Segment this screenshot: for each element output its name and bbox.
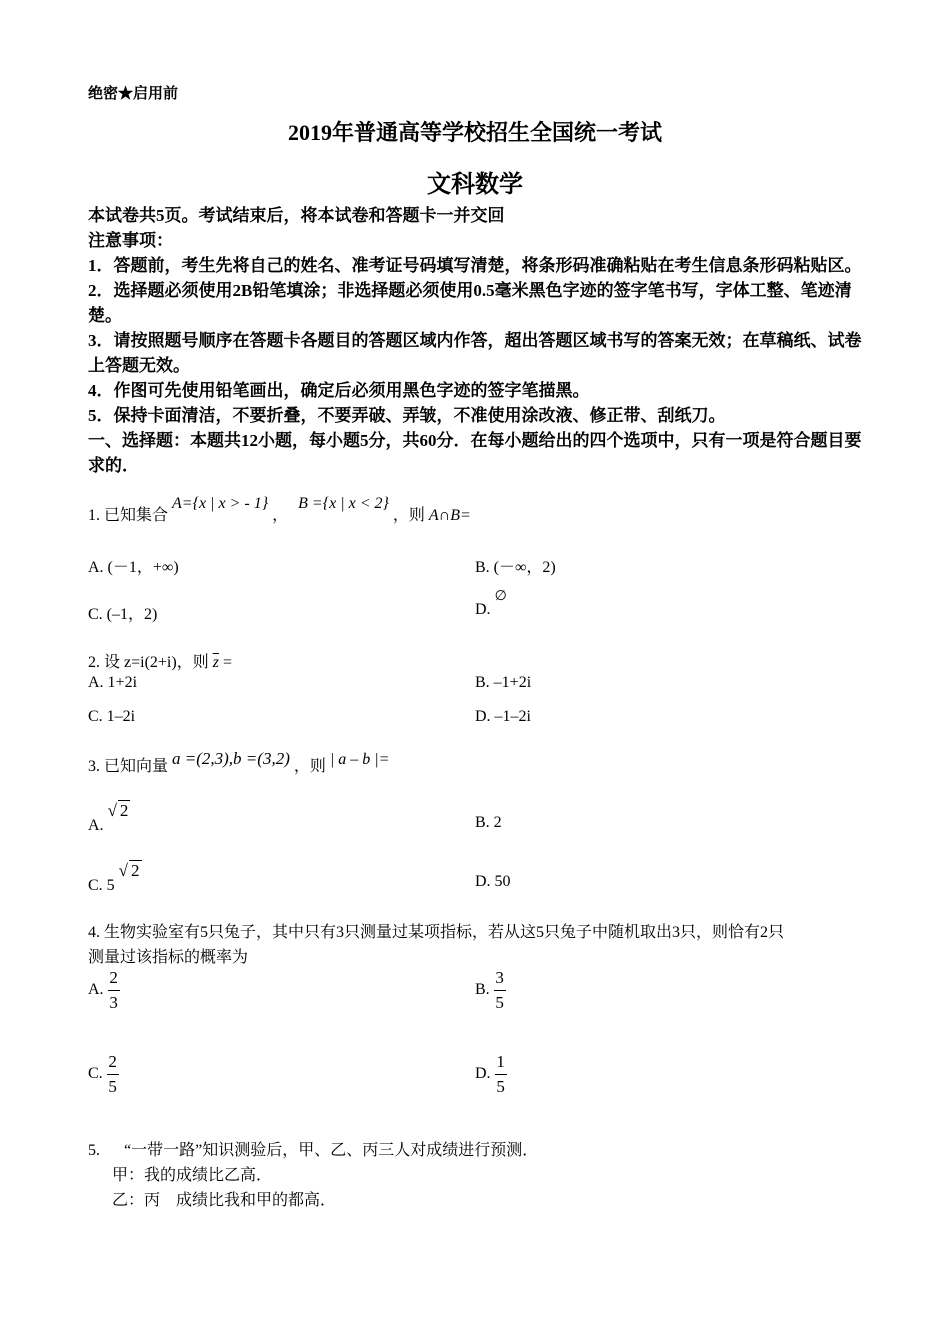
numerator: 3 — [495, 968, 504, 987]
option-label: D. — [475, 1065, 491, 1083]
numerator: 2 — [108, 1052, 117, 1071]
stem-text: 设 z=i(2+i)，则 — [104, 654, 209, 671]
instruction-item: 2．选择题必须使用2B铅笔填涂；非选择题必须使用0.5毫米黑色字迹的签字笔书写，字体工整、笔迹清楚。 — [88, 281, 852, 325]
fraction — [107, 1052, 119, 1097]
q4-option-d — [475, 1052, 507, 1097]
intersection-expr: A∩B= — [428, 507, 471, 524]
q4-option-b — [475, 968, 506, 1013]
question-number: 3. — [88, 758, 100, 775]
q2-option-c: C. 1–2i — [88, 708, 136, 725]
section-heading: 一、选择题：本题共12小题，每小题5分，共60分．在每小题给出的四个选项中，只有一项是符合题目要求的． — [88, 431, 862, 475]
question-4-stem — [88, 919, 784, 942]
instructions-block — [88, 203, 868, 478]
confidential-label: 绝密★启用前 — [88, 86, 179, 102]
q2-option-b: B. –1+2i — [475, 674, 532, 691]
instruction-item: 3．请按照题号顺序在答题卡各题目的答题区域内作答，超出答题区域书写的答案无效；在草稿纸、试卷上答题无效。 — [88, 331, 862, 375]
fraction-bar — [107, 1074, 119, 1075]
q5-statement-yi: 乙：丙 成绩比我和甲的都高． — [112, 1192, 337, 1209]
option-label: C. 5 — [88, 877, 115, 894]
exam-title: 2019年普通高等学校招生全国统一考试 — [287, 120, 662, 145]
fraction-bar — [108, 990, 120, 991]
instructions-intro: 本试卷共5页。考试结束后，将本试卷和答题卡一并交回 — [88, 206, 505, 225]
instruction-item: 4．作图可先使用铅笔画出，确定后必须用黑色字迹的签字笔描黑。 — [88, 381, 590, 400]
denominator: 3 — [109, 993, 118, 1012]
fraction-bar — [495, 1074, 507, 1075]
question-5-stem — [88, 1137, 538, 1160]
set-a: A={x | x > - 1} — [172, 495, 269, 512]
z-conjugate: $\overline{z}$ — [212, 654, 219, 671]
question-number: 2. — [88, 654, 100, 671]
question-2-stem — [88, 649, 232, 672]
question-number: 1. — [88, 507, 100, 524]
question-number: 5. — [88, 1142, 100, 1159]
instruction-item: 5．保持卡面清洁，不要折叠，不要弄破、弄皱，不准使用涂改液、修正带、刮纸刀。 — [88, 406, 726, 425]
q1-option-d — [475, 589, 507, 619]
option-label: D. — [475, 601, 491, 618]
q3-option-b: B. 2 — [475, 814, 502, 831]
q2-option-a: A. 1+2i — [88, 674, 138, 691]
option-label: C. — [88, 1065, 103, 1083]
q2-option-d: D. –1–2i — [475, 708, 531, 725]
q4-option-c — [88, 1052, 119, 1097]
stem-text: “一带一路”知识测验后，甲、乙、丙三人对成绩进行预测． — [124, 1142, 539, 1159]
question-4-stem-cont: 测量过该指标的概率为 — [88, 949, 249, 966]
vectors-expr: a =(2,3),b =(3,2) — [172, 749, 290, 768]
question-number: 4. — [88, 924, 100, 941]
numerator: 2 — [109, 968, 118, 987]
stem-text: 已知集合 — [104, 507, 169, 524]
stem-text: 生物实验室有5只兔子，其中只有3只测量过某项指标，若从这5只兔子中随机取出3只，则恰有2只 — [104, 924, 785, 941]
sqrt-expr: √ 2 — [118, 861, 140, 880]
stem-text: ， — [272, 507, 289, 524]
denominator: 5 — [495, 993, 504, 1012]
notice-heading: 注意事项： — [88, 231, 173, 250]
stem-text: ，则 — [392, 507, 425, 524]
stem-text: 已知向量 — [104, 758, 169, 775]
denominator: 5 — [496, 1077, 505, 1096]
exam-subtitle: 文科数学 — [427, 172, 523, 198]
q1-option-c: C. (–1，2) — [88, 606, 158, 623]
radicand: 2 — [131, 861, 140, 880]
fraction — [495, 1052, 507, 1097]
numerator: 1 — [496, 1052, 505, 1071]
q3-option-c — [88, 860, 142, 894]
option-label: A. — [88, 981, 104, 999]
empty-set-symbol: ∅ — [494, 589, 507, 604]
q3-option-d: D. 50 — [475, 873, 511, 890]
stem-text: = — [222, 654, 232, 671]
sqrt-expr: √ 2 — [107, 801, 129, 820]
set-b: B ={x | x < 2} — [298, 495, 389, 512]
question-3-stem — [88, 749, 390, 776]
denominator: 5 — [108, 1077, 117, 1096]
fraction — [108, 968, 120, 1013]
stem-text: ，则 — [293, 758, 326, 775]
fraction — [494, 968, 506, 1013]
option-label: B. — [475, 981, 490, 999]
fraction-bar — [494, 990, 506, 991]
q3-option-a — [88, 800, 130, 834]
q5-statement-jia: 甲：我的成绩比乙高． — [112, 1167, 273, 1184]
option-label: A. — [88, 817, 104, 834]
instruction-item: 1．答题前，考生先将自己的姓名、准考证号码填写清楚，将条形码准确粘贴在考生信息条形码粘贴区。 — [88, 256, 862, 275]
question-1-stem — [88, 495, 471, 525]
q4-option-a — [88, 968, 120, 1013]
q1-option-b: B. (－∞，2) — [475, 559, 556, 576]
radicand: 2 — [119, 801, 129, 820]
q1-option-a: A. (－1，+∞) — [88, 559, 179, 576]
vector-diff-magnitude: | a – b |= — [329, 751, 390, 768]
